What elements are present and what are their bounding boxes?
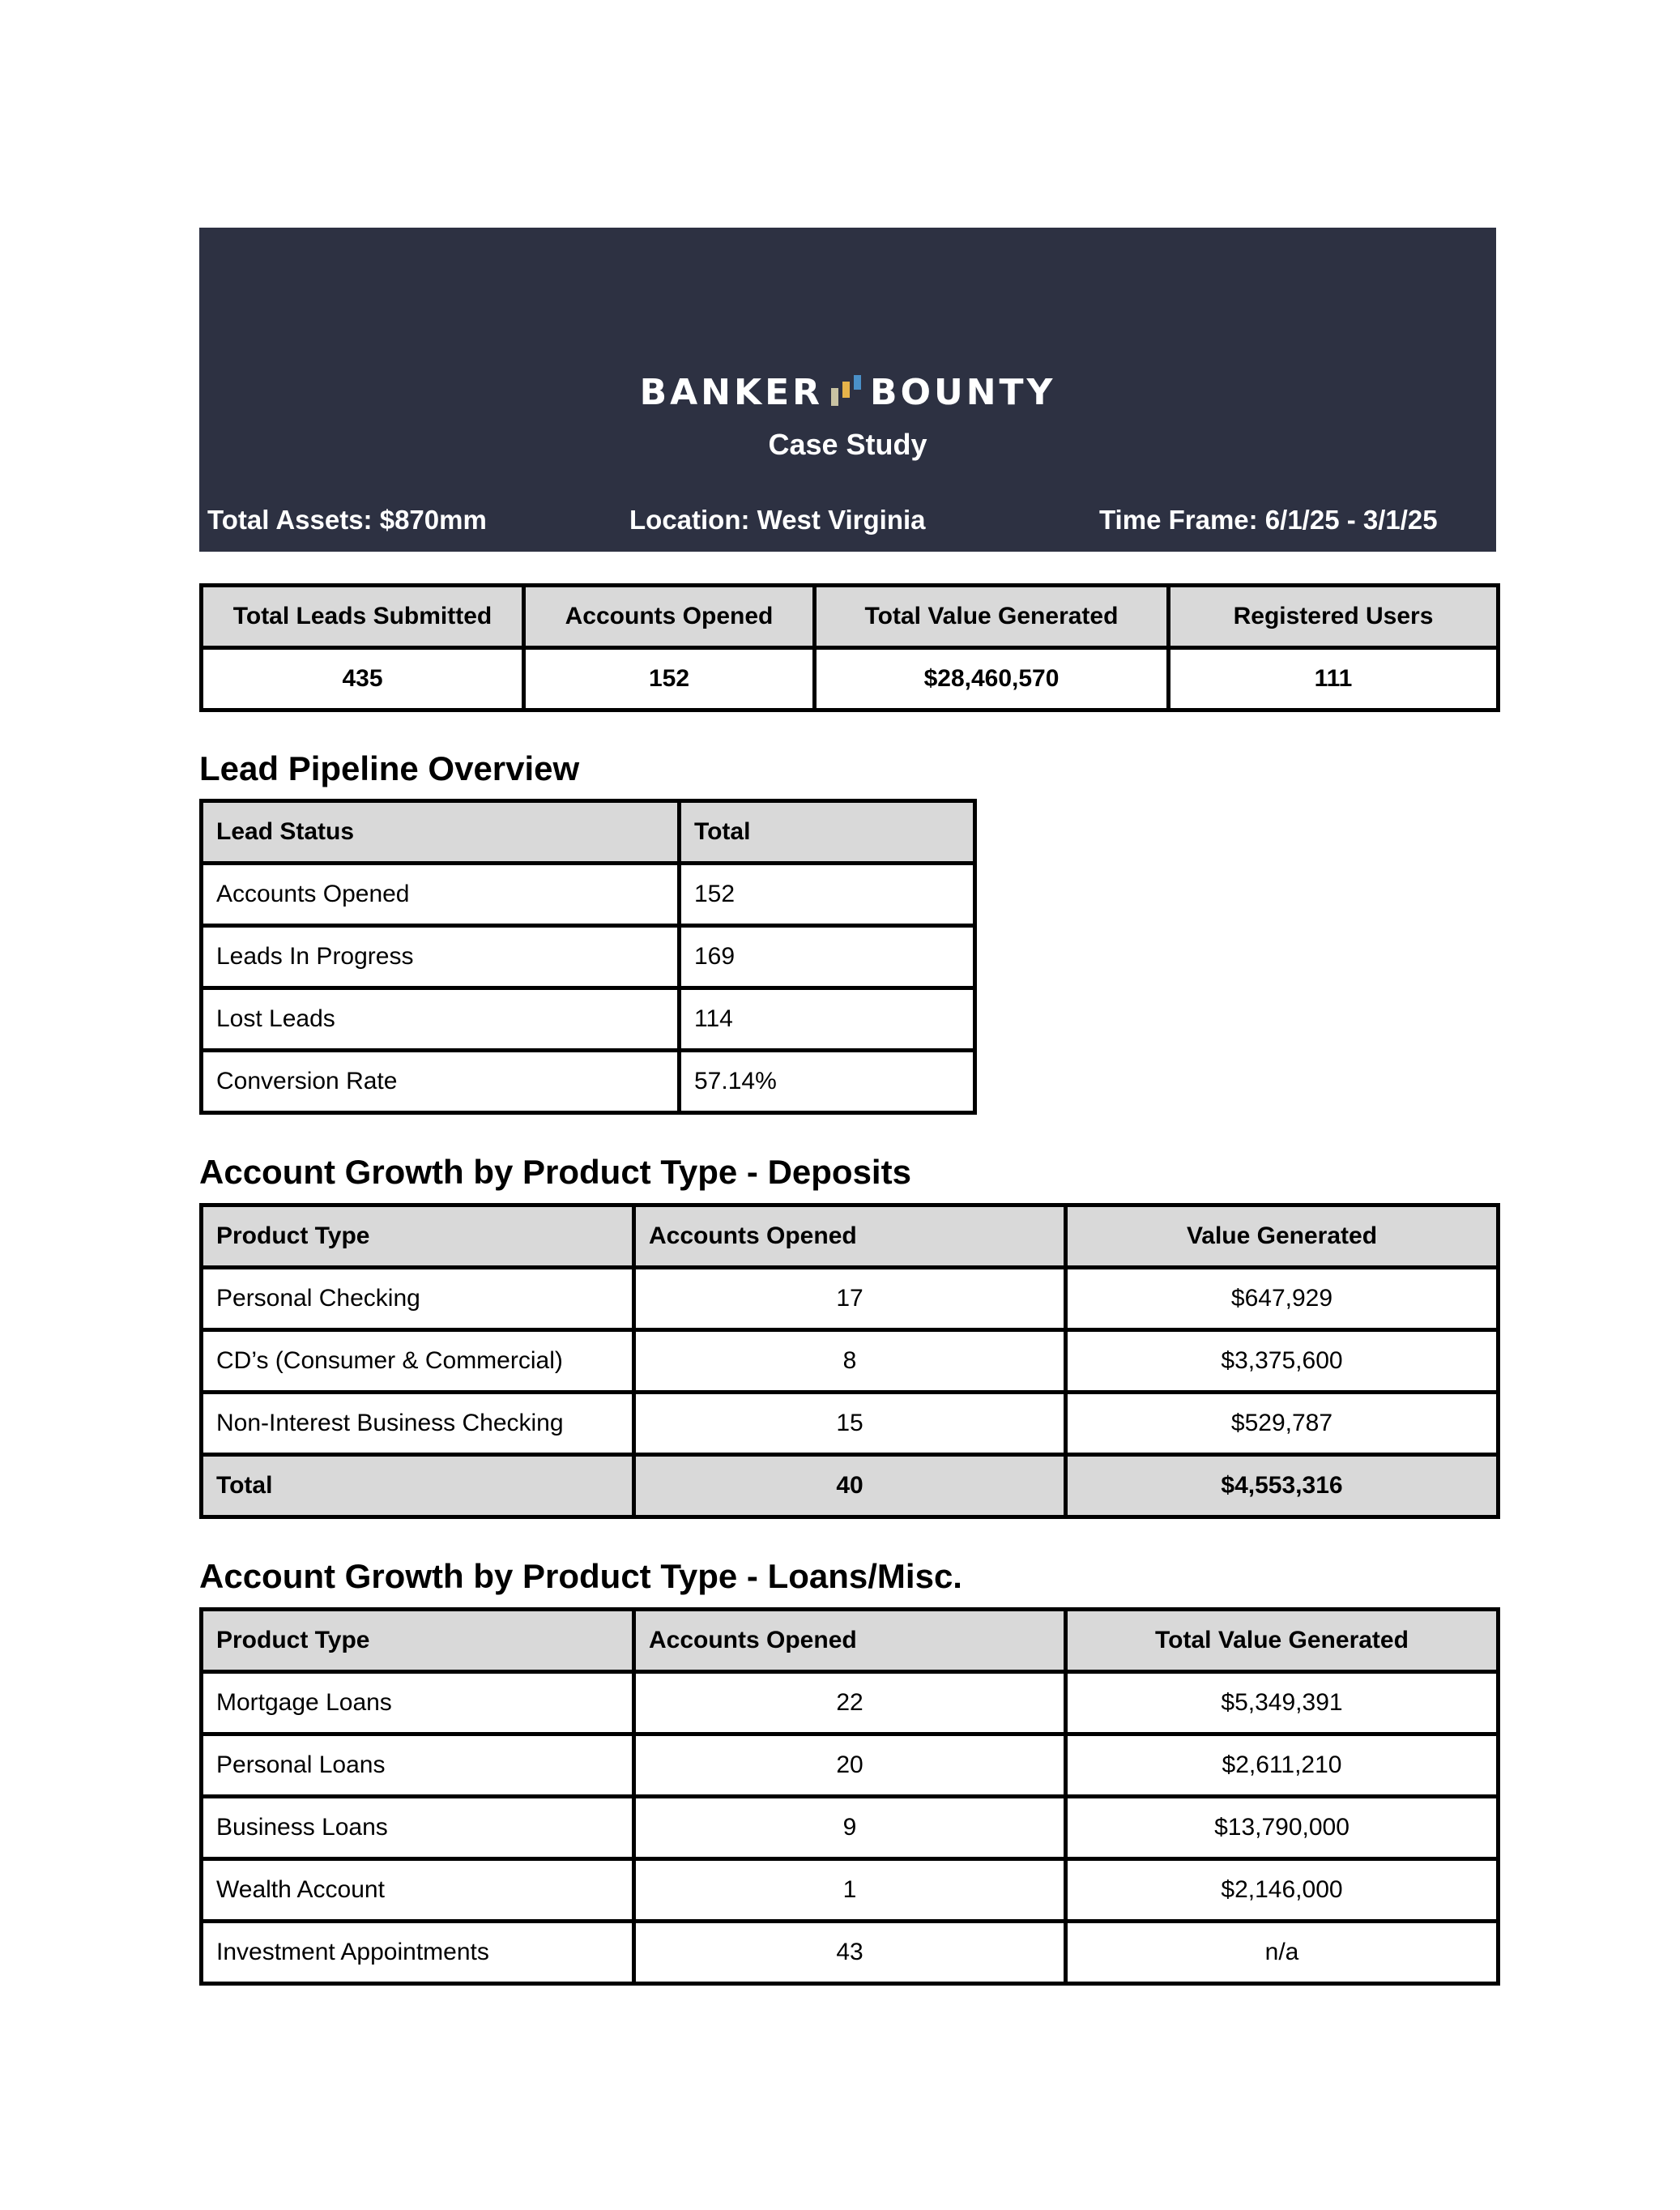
row-label: Lost Leads (202, 988, 680, 1051)
row-value: 169 (680, 926, 975, 988)
accounts-opened: 9 (634, 1797, 1066, 1859)
row-label: Accounts Opened (202, 864, 680, 926)
table-row (202, 1268, 1499, 1330)
table-header-row (202, 1610, 1499, 1672)
header-banner (199, 228, 1496, 552)
row-label: Leads In Progress (202, 926, 680, 988)
value-generated: $13,790,000 (1066, 1797, 1499, 1859)
pipeline-table (199, 799, 977, 1115)
summary-header-cell: Accounts Opened (524, 586, 815, 648)
table-row (202, 1051, 975, 1113)
value-generated: $5,349,391 (1066, 1672, 1499, 1734)
summary-value-cell: 111 (1169, 648, 1499, 710)
table-row (202, 1672, 1499, 1734)
header-cell: Total (680, 801, 975, 864)
product-type: Investment Appointments (202, 1922, 634, 1984)
summary-value-cell: 435 (202, 648, 524, 710)
header-cell: Lead Status (202, 801, 680, 864)
table-row (202, 1393, 1499, 1455)
total-value: $4,553,316 (1066, 1455, 1499, 1517)
summary-header-cell: Registered Users (1169, 586, 1499, 648)
loans-table (199, 1607, 1500, 1986)
time-frame: Time Frame: 6/1/25 - 3/1/25 (1099, 505, 1438, 535)
summary-header-cell: Total Value Generated (815, 586, 1169, 648)
location: Location: West Virginia (629, 505, 926, 535)
summary-value-row (202, 648, 1499, 710)
value-generated: $3,375,600 (1066, 1330, 1499, 1393)
summary-header-cell: Total Leads Submitted (202, 586, 524, 648)
summary-header-row (202, 586, 1499, 648)
accounts-opened: 8 (634, 1330, 1066, 1393)
table-row (202, 1797, 1499, 1859)
value-generated: $647,929 (1066, 1268, 1499, 1330)
summary-value-cell: $28,460,570 (815, 648, 1169, 710)
table-row (202, 1859, 1499, 1922)
table-row (202, 988, 975, 1051)
total-accounts: 40 (634, 1455, 1066, 1517)
accounts-opened: 20 (634, 1734, 1066, 1797)
total-label: Total (202, 1455, 634, 1517)
table-row (202, 1330, 1499, 1393)
product-type: Personal Loans (202, 1734, 634, 1797)
section-title-pipeline: Lead Pipeline Overview (199, 749, 580, 787)
header-cell: Total Value Generated (1066, 1610, 1499, 1672)
table-header-row (202, 801, 975, 864)
value-generated: $529,787 (1066, 1393, 1499, 1455)
accounts-opened: 15 (634, 1393, 1066, 1455)
section-title-deposits: Account Growth by Product Type - Deposits (199, 1153, 911, 1191)
accounts-opened: 22 (634, 1672, 1066, 1734)
row-value: 152 (680, 864, 975, 926)
row-value: 114 (680, 988, 975, 1051)
value-generated: $2,611,210 (1066, 1734, 1499, 1797)
logo-text-right: BOUNTY (870, 372, 1056, 413)
table-row (202, 1922, 1499, 1984)
value-generated: $2,146,000 (1066, 1859, 1499, 1922)
summary-table (199, 583, 1500, 712)
product-type: Wealth Account (202, 1859, 634, 1922)
product-type: Business Loans (202, 1797, 634, 1859)
logo-text-left: BANKER (639, 372, 824, 413)
row-value: 57.14% (680, 1051, 975, 1113)
row-label: Conversion Rate (202, 1051, 680, 1113)
product-type: Mortgage Loans (202, 1672, 634, 1734)
header-cell: Accounts Opened (634, 1205, 1066, 1268)
table-row (202, 926, 975, 988)
header-cell: Accounts Opened (634, 1610, 1066, 1672)
total-row (202, 1455, 1499, 1517)
product-type: Personal Checking (202, 1268, 634, 1330)
product-type: Non-Interest Business Checking (202, 1393, 634, 1455)
accounts-opened: 1 (634, 1859, 1066, 1922)
header-cell: Product Type (202, 1205, 634, 1268)
section-title-loans: Account Growth by Product Type - Loans/Misc. (199, 1557, 962, 1595)
table-row (202, 864, 975, 926)
accounts-opened: 17 (634, 1268, 1066, 1330)
header-cell: Value Generated (1066, 1205, 1499, 1268)
bar-chart-icon (828, 373, 865, 409)
table-row (202, 1734, 1499, 1797)
table-header-row (202, 1205, 1499, 1268)
summary-value-cell: 152 (524, 648, 815, 710)
header-cell: Product Type (202, 1610, 634, 1672)
deposits-table (199, 1203, 1500, 1519)
total-assets: Total Assets: $870mm (207, 505, 487, 535)
product-type: CD’s (Consumer & Commercial) (202, 1330, 634, 1393)
value-generated: n/a (1066, 1922, 1499, 1984)
accounts-opened: 43 (634, 1922, 1066, 1984)
page-subtitle: Case Study (768, 428, 927, 461)
brand-logo (199, 372, 1496, 413)
